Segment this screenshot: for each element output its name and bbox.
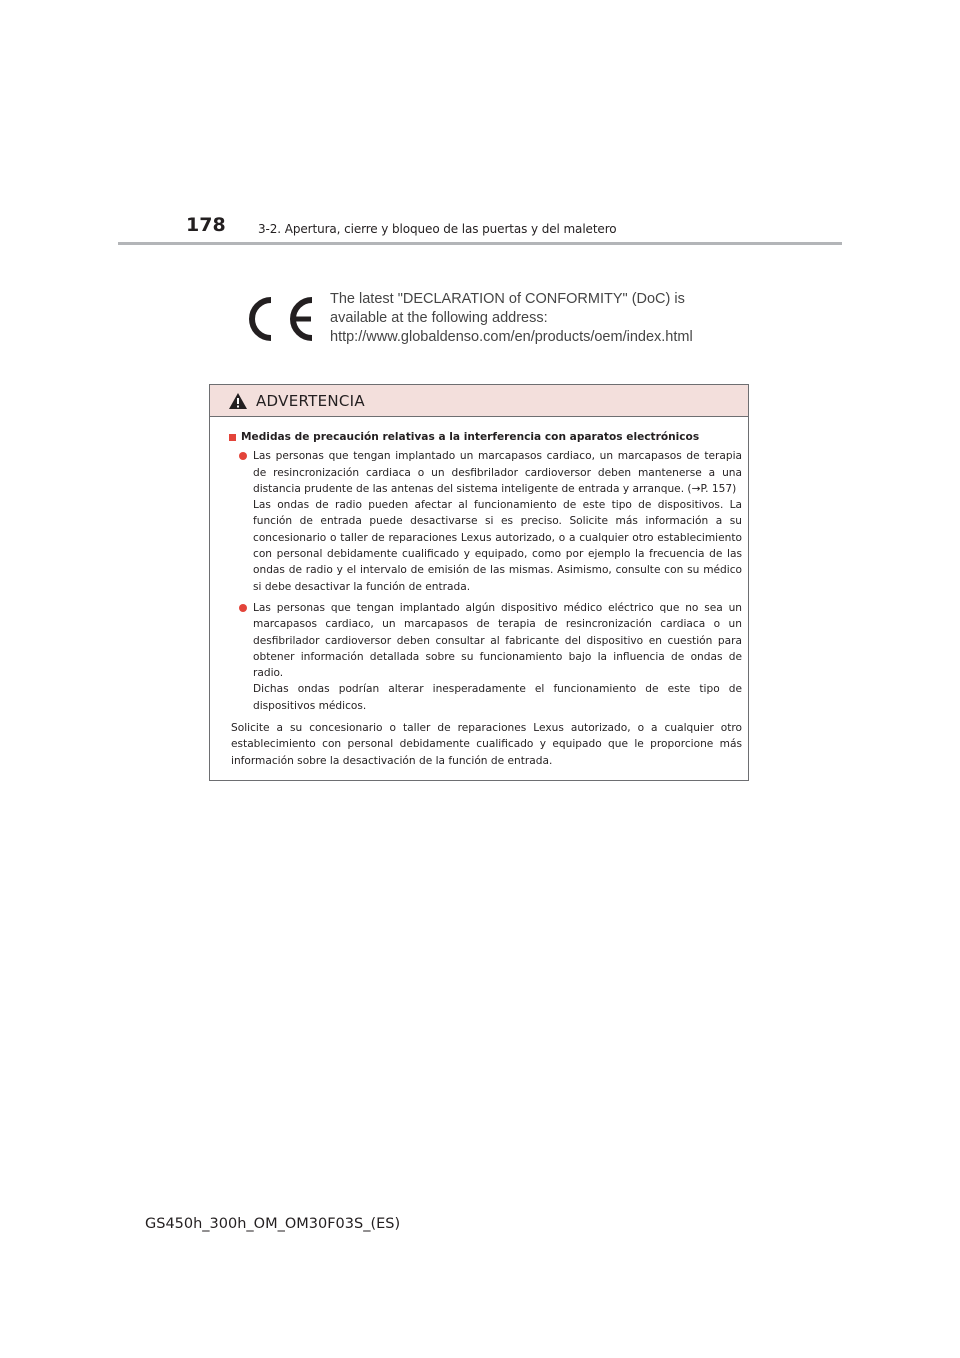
ce-notice	[240, 288, 730, 350]
warning-paragraph: Las personas que tengan implantado un marcapasos cardiaco, un marcapasos de terapia de resincronización cardiaca o un desfibrilador cardioversor deben mantenerse a una distancia prudente de las antenas del sistema inteligente de entrada y arranque. (→P. 157)	[253, 450, 742, 495]
header-divider	[118, 242, 842, 245]
round-bullet-icon	[239, 452, 247, 460]
ce-notice-url: http://www.globaldenso.com/en/products/oem/index.html	[330, 329, 693, 345]
warning-triangle-icon	[228, 392, 248, 410]
ce-notice-line: available at the following address:	[330, 310, 548, 326]
warning-item-content	[253, 600, 742, 714]
warning-paragraph: Las personas que tengan implantado algún dispositivo médico eléctrico que no sea un marcapasos cardiaco, un marcapasos de terapia de resincronización cardiaca o un desfibrilador cardioversor deben consultar al fabricante del dispositivo en cuestión para obtener información detallada sobre su funcionamiento bajo la influencia de ondas de radio.	[253, 601, 742, 680]
warning-body	[210, 417, 748, 769]
ce-mark-icon	[244, 294, 316, 344]
warning-list-item	[239, 448, 742, 595]
warning-item-content	[253, 448, 742, 595]
warning-section-heading	[229, 429, 742, 445]
square-bullet-icon	[229, 434, 236, 441]
warning-closing-paragraph: Solicite a su concesionario o taller de reparaciones Lexus autorizado, o a cualquier otro establecimiento con personal debidamente cualificado y equipado que le proporcione más información sobre la desactivación de la función de entrada.	[231, 722, 742, 767]
warning-list-item	[239, 600, 742, 714]
warning-section-heading-text: Medidas de precaución relativas a la interferencia con aparatos electrónicos	[241, 431, 700, 443]
page-number: 178	[186, 214, 226, 236]
warning-paragraph: Las ondas de radio pueden afectar al funcionamiento de este tipo de dispositivos. La función de entrada puede desactivarse si es preciso. Solicite más información a su concesionario o taller de reparaciones Lexus autorizado, o a cualquier otro establecimiento con personal debidamente cualificado y equipado, como por ejemplo la frecuencia de las ondas de radio y el intervalo de emisión de las mismas. Asimismo, consulte con su médico si debe desactivar la función de entrada.	[253, 499, 742, 593]
ce-notice-text	[330, 290, 730, 347]
warning-header	[210, 385, 748, 417]
page-header	[0, 0, 960, 250]
warning-title: ADVERTENCIA	[256, 391, 365, 410]
round-bullet-icon	[239, 604, 247, 612]
document-code: GS450h_300h_OM_OM30F03S_(ES)	[145, 1216, 401, 1232]
warning-paragraph: Dichas ondas podrían alterar inesperadamente el funcionamiento de este tipo de dispositivos médicos.	[253, 683, 742, 712]
section-title: 3-2. Apertura, cierre y bloqueo de las puertas y del maletero	[258, 222, 617, 236]
warning-box	[209, 384, 749, 781]
ce-notice-line: The latest "DECLARATION of CONFORMITY" (DoC) is	[330, 291, 685, 307]
